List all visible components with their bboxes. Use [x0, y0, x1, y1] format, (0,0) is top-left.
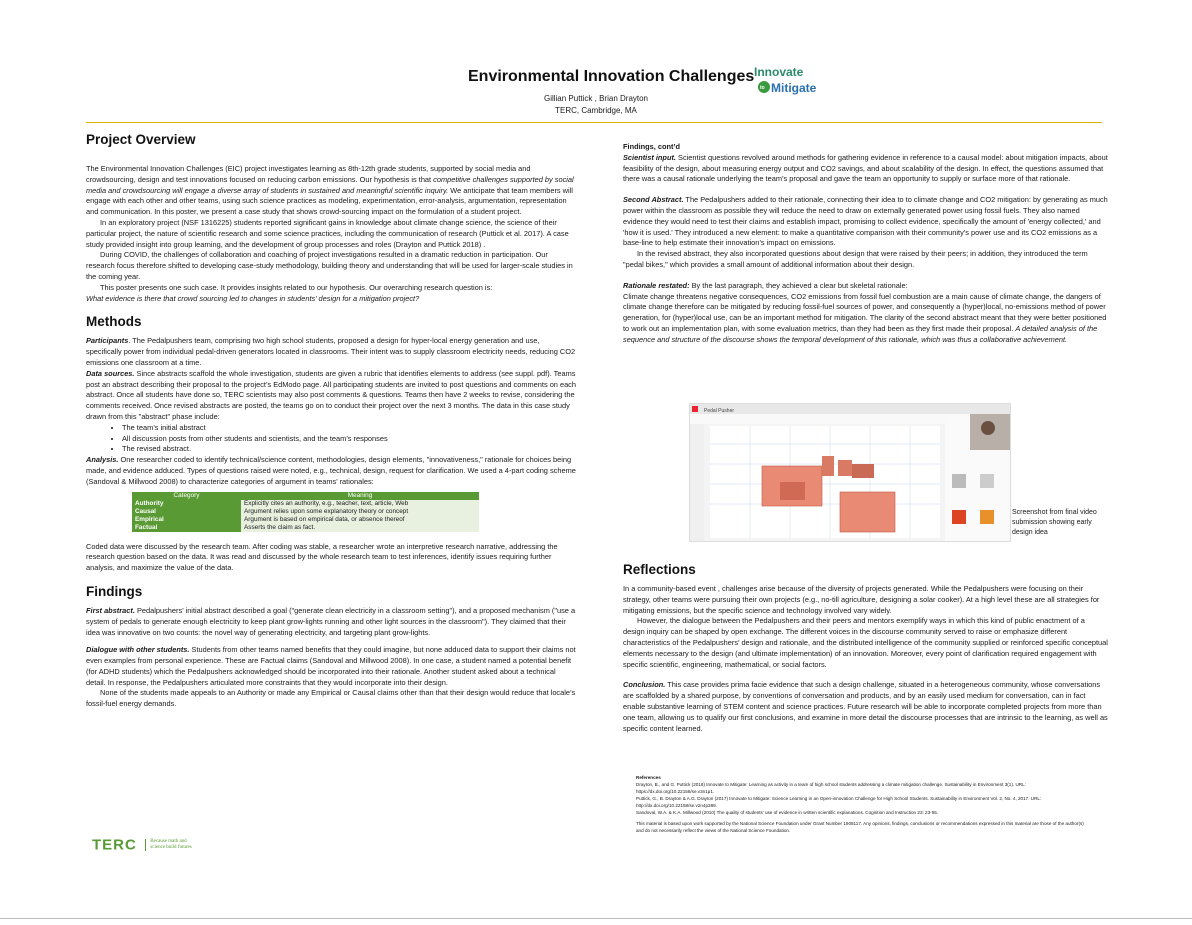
- list-item: • All discussion posts from other students and scientists, and the team’s responses: [122, 434, 576, 445]
- findings-first-abstract: First abstract. Pedalpushers’ initial abstract described a goal ("generate clean electricity in a classroom setting"), and a proposed mechanism ("use a system of pedals to generate enough electricity to keep plant grow-lights running and other light sources in the classroom"). They claimed that their idea was innovative on two counts: the novel way of generating electricity, and targeting plant grow-lights.: [86, 605, 576, 637]
- references: [636, 774, 1086, 834]
- table-header: Meaning: [241, 492, 479, 500]
- design-screenshot-image: [690, 404, 1010, 541]
- authors: Gillian Puttick , Brian Drayton: [543, 94, 649, 103]
- reference-item: Sandoval, W.A. & K.A. Millwood (2010) The quality of students’ use of evidence in written scientific explanations. Cognition and Instruction 23: 23-55.: [636, 810, 939, 815]
- left-column: [86, 132, 576, 710]
- methods-heading: Methods: [86, 314, 142, 330]
- reflections-heading: Reflections: [623, 562, 696, 577]
- table-row: Authority Explicitly cites an authority, e.g., teacher, text, article, Web: [132, 500, 479, 508]
- methods-analysis: Analysis. One researcher coded to identify technical/science content, methodologies, design elements, "innovativeness," rationale for choices being made, and evidence adduced. Types of questions raised were noted, e.g., technical, design, request for clarification. We used a 4-part coding scheme (Sandoval & Millwood 2008) to characterize categories of argument in teams’ rationales:: [86, 455, 576, 486]
- methods-participants: Participants. The Pedalpushers team, comprising two high school students, proposed a design for hyper-local energy generation and use, specifically power from individual pedal-driven generators located in classrooms. Their intent was to supply classroom electricity needs, reducing CO2 emissions one classroom at a time.: [86, 336, 576, 367]
- logo-to: to: [760, 85, 765, 91]
- terc-tagline-2: science build futures: [150, 844, 192, 850]
- table-header: Category: [132, 492, 241, 500]
- revised-abstract: In the revised abstract, they also incorporated questions about design that were raised by their peers; in addition, they introduced the term "pedal bikes," which provides a small amount of additional information about their design.: [623, 249, 1088, 269]
- affiliation: TERC, Cambridge, MA: [555, 106, 637, 115]
- table-row: Factual Asserts the claim as fact.: [132, 524, 479, 532]
- header-rule: [86, 122, 1102, 123]
- second-abstract: Second Abstract. The Pedalpushers added to their rationale, connecting their idea to to climate change and CO2 mitigation: by generating as much power within the classroom as possible they will reduce the need to draw on externally generated power using fossil fuels. They also named evidence they would need to test their claims and establish impact, promising to collect evidence, specifically the amount of 'energy collected,' and 'how it is used.' They introduced a new element: to make a quantitative comparison with their community’s power use and its CO2 emissions as a base-line to help estimate their innovation’s impact on emissions.: [623, 195, 1108, 248]
- screenshot-caption: Screenshot from final video submission showing early design idea: [1012, 509, 1097, 536]
- right-column: [623, 142, 1108, 346]
- design-screenshot: [689, 403, 1011, 542]
- terc-tagline-1: Because math and: [150, 838, 187, 844]
- research-question: What evidence is there that crowd sourcing led to changes in students’ design for a mitigation project?: [86, 293, 420, 303]
- logo-line2: Mitigate: [771, 81, 817, 95]
- innovate-to-mitigate-logo: [752, 64, 832, 96]
- poster-title: Environmental Innovation Challenges: [468, 68, 755, 85]
- screen-title: Pedal Pusher: [704, 408, 735, 414]
- terc-name: TERC: [92, 836, 137, 854]
- reflections-paragraph-2: However, the dialogue between the Pedalpushers and their peers and mentors exemplify ways in which this kind of public enactment of a design inquiry can be shaped by open exchange. The different voices in the discourse community served to raise or emphasize different characteristics of the Pedalpushers’ design and rationale, and the distributed intelligence of the community supplied or reinforced specific conceptual elements necessary to the design (and ultimate implementation) of an innovation. Moreover, every point of clarification required engagement with specific scientific, engineering, mathematical, or social factors.: [623, 616, 1108, 669]
- findings-dialogue: Dialogue with other students. Students from other teams named benefits that they could imagine, but none adduced data to support their claims not even examples from personal experience. These are Factual claims (Sandoval and Millwood 2008). In one case, a student named a potential benefit (for ADHD students) which the Pedalpushers acknowledged should be incorporated into their rationale. Another student asked about a technical detail. In response, the Pedalpushers articulated more constraints that they would incorporate into their design.: [86, 645, 576, 687]
- list-item: • The revised abstract.: [122, 444, 576, 455]
- table-row: Empirical Argument is based on empirical data, or absence thereof: [132, 516, 479, 524]
- conclusion: Conclusion. This case provides prima facie evidence that such a design challenge, situated in a heterogeneous community, whose conversations are scaffolded by a shared purpose, by conventions of conversation and products, and by an easily used medium for conversation, can in fact enable substantive learning of STEM content and science practices. Future research will be able to incorporate completed projects from more than one team, allowing us to qualify our first conclusions, and examine in more detail the discourse processes that are intrinsic to the learning, as well as specific content learned.: [623, 680, 1108, 733]
- rationale-restated: Rationale restated: By the last paragraph, they achieved a clear but skeletal rationale:: [623, 280, 908, 290]
- page-bottom-line: [0, 918, 1192, 919]
- methods-data-sources: Data sources. Since abstracts scaffold the whole investigation, students are given a rubric that identifies elements to address (see suppl. pdf). Teams post an abstract describing their proposal to the project’s EdModo page. All participating students are invited to post questions and comments on each abstract. Once all students have done so, TERC scientists may also post comments & questions. Teams then have 2 weeks to revise, considering the comments received. Once revised abstracts are posted, the teams go on to conduct their project over the next 3 months. The data in this case study drawn from this "abstract" phase include:: [86, 368, 576, 421]
- findings-cont-heading: Findings, cont’d: [623, 142, 681, 151]
- data-list: [122, 423, 576, 455]
- references-heading: References: [636, 775, 661, 780]
- overview-paragraph-3: During COVID, the challenges of collaboration and coaching of project investigations resulted in a dramatic reduction in participation. Our research focus therefore shifted to developing case-study methodology, building theory and understanding that will be used for larger-scale studies in the coming year.: [86, 250, 573, 281]
- scientist-input: Scientist input. Scientist questions revolved around methods for gathering evidence in reference to a causal model: about mitigation impacts, about feasibility of the design, about measuring energy output and CO2 savings, and about scalability of the design. In effect, the questions assumed that there was a causal rationale underlying the team’s proposal and gave the team an opportunity to supply or surface more of that rationale.: [623, 152, 1108, 184]
- methods-coded: Coded data were discussed by the research team. After coding was stable, a researcher wrote an interpretive research narrative, addressing the research question based on the data. It was read and discussed by the whole research team to test inferences, identify issues requiring further analysis, and maximize the value of the data.: [86, 541, 558, 573]
- rationale-text: Climate change threatens negative consequences, CO2 emissions from fossil fuel combustion are a main cause of climate change, the dangers of climate change therefore can be mitigated by reducing fossil-fuel sources of power, and consequently a (hyper)local, no-emissions method of power generation, for (hyper)local use, can be an important method for mitigation. The clarity of the second abstract meant that they were better positioned to work out an implementation plan, with some evaluation metrics, than they had been as they first made their proposal. A detailed analysis of the sequence and structure of the discourse shows the temporal development of this rationale, which was thus a collaborative achievement.: [623, 291, 1107, 344]
- funding-note: This material is based upon work supported by the National Science Foundation under Grant Number 1908117. Any opinions, findings, conclusions or recommendations expressed in this material are those of the author(s) and do not necessarily reflect the views of the National Science Foundation.: [636, 821, 1084, 833]
- terc-logo: [92, 836, 192, 854]
- findings-heading: Findings: [86, 583, 143, 599]
- reflections-paragraph-1: In a community-based event , challenges arise because of the diversity of projects generated. While the Pedalpushers were focusing on their strategy, other teams were pursuing their own projects (e.g., no-till agriculture, designing a solar cooker). At a high level these are all strategies for mitigating emissions, but the specific science and technology involved vary widely.: [623, 584, 1100, 615]
- overview-paragraph-1: The Environmental Innovation Challenges (EIC) project investigates learning as 8th-12th grade students, supported by social media and crowdsourcing, design and test innovations focused on reducing carbon emissions. Our hypothesis is that competitive challenges supported by social media and crowdsourcing will engage a diverse array of students in sustained and meaningful scientific inquiry. We anticipate that team members will engage with each other and other teams, using such science practices as modeling, experimentation, error-analysis, argumentation, representation and communication. In this poster, we present a case study that shows crowd-sourcing impact on the formulation of a student project.: [86, 164, 574, 217]
- table-row: Causal Argument relies upon some explanatory theory or concept: [132, 508, 479, 516]
- overview-paragraph-2: In an exploratory project (NSF 1316225) students reported significant gains in knowledge about climate change science, the science of their particular project, the nature of scientific research and some science practices, including the communication of research (Puttick et al. 2017). A case study provided insight into group learning, and the development of group processes and roles (Drayton and Puttick 2018) .: [86, 217, 569, 249]
- reference-item: Puttick, G., B. Drayton & A.G. Drayton (2017) Innovate to Mitigate: Science Learning in an Open-innovation Challenge for High School Students. Sustainability in Environment Vol. 2, No. 4, 2017. URL: http://dx.doi.org/10.22158/se.v2n4p389.: [636, 796, 1042, 808]
- list-item: • The team’s initial abstract: [122, 423, 576, 434]
- logo-line1: Innovate: [754, 65, 804, 79]
- coding-scheme-table: [132, 492, 479, 532]
- reference-item: Drayton, B., and G. Puttick (2018) Innovate to Mitigate: Learning as activity in a team of high school students addressing a climate mitigation challenge. Sustainability in Environment 3(1). URL: https://dx.doi.org/10.22158/se.v3n1p1.: [636, 782, 1026, 794]
- overview-paragraph-4: This poster presents one such case. It provides insights related to our hypothesis. Our overarching research question is:: [100, 282, 493, 292]
- overview-heading: Project Overview: [86, 132, 196, 147]
- reflections-section: [623, 562, 1108, 734]
- findings-none: None of the students made appeals to an Authority or made any Empirical or Causal claims other than that their design would reduce that locale’s fossil-fuel energy demands.: [86, 688, 576, 709]
